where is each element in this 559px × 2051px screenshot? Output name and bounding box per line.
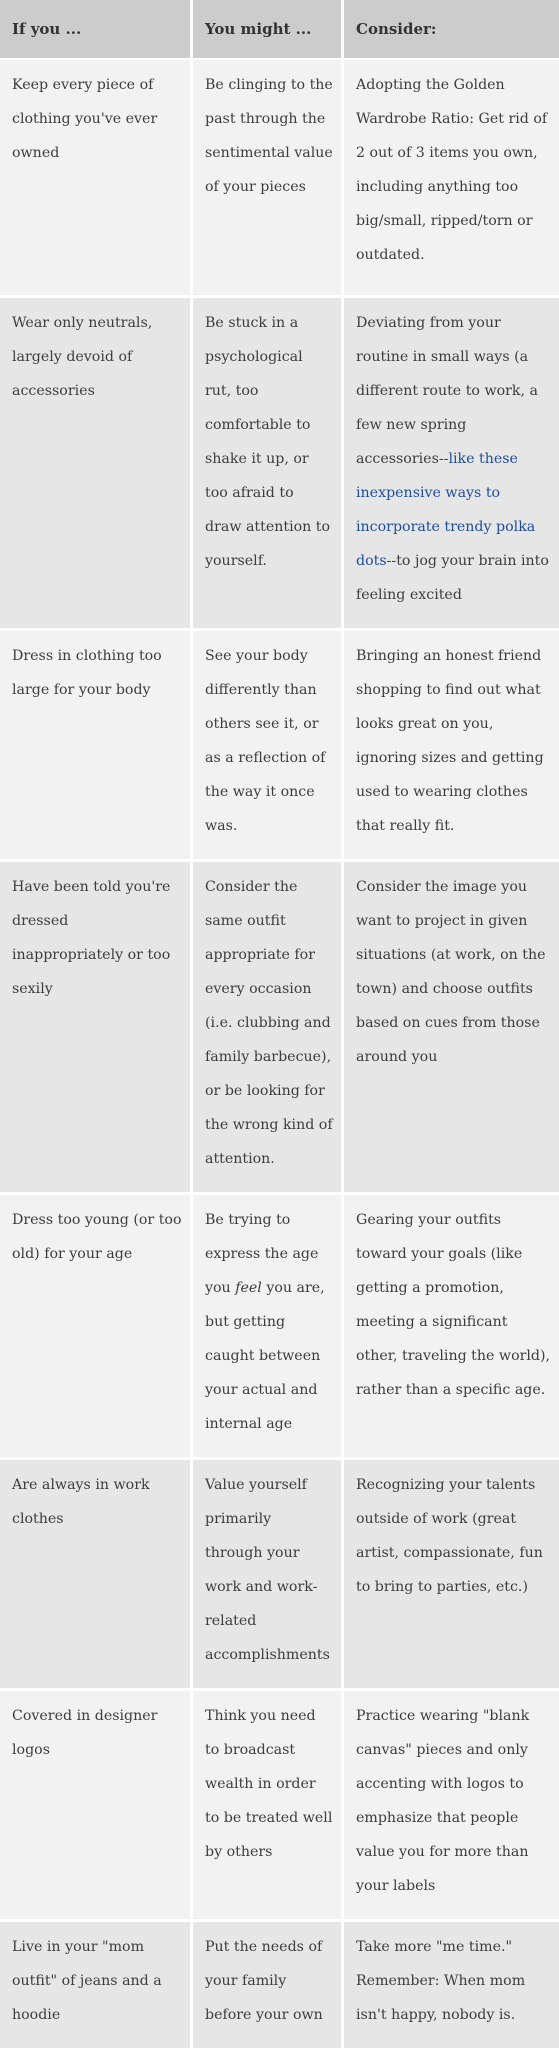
table-row [0, 298, 559, 631]
cell-if-you: Live in your "mom outfit" of jeans and a hoodie [0, 1922, 193, 2051]
polka-dots-link[interactable]: like these inexpensive ways to incorporate trendy polka dots [356, 451, 536, 569]
table-row [0, 1195, 559, 1460]
cell-consider: Practice wearing "blank canvas" pieces and only accenting with logos to emphasize that people value you for more than your labels [344, 1691, 559, 1922]
cell-you-might: Put the needs of your family before your own [193, 1922, 344, 2051]
table-row [0, 1691, 559, 1922]
header-row [0, 0, 559, 60]
table-row [0, 1460, 559, 1691]
cell-consider: Gearing your outfits toward your goals (like getting a promotion, meeting a significant other, traveling the world), rather than a specific age. [344, 1195, 559, 1460]
cell-if-you: Keep every piece of clothing you've ever owned [0, 60, 193, 298]
cell-consider: Recognizing your talents outside of work (great artist, compassionate, fun to bring to parties, etc.) [344, 1460, 559, 1691]
cell-you-might: Be stuck in a psychological rut, too comfortable to shake it up, or too afraid to draw attention to yourself. [193, 298, 344, 631]
cell-if-you: Are always in work clothes [0, 1460, 193, 1691]
cell-you-might: Think you need to broadcast wealth in order to be treated well by others [193, 1691, 344, 1922]
cell-consider: Adopting the Golden Wardrobe Ratio: Get rid of 2 out of 3 items you own, including anything too big/small, ripped/torn or outdated. [344, 60, 559, 298]
cell-you-might: Be clinging to the past through the sentimental value of your pieces [193, 60, 344, 298]
cell-if-you: Have been told you're dressed inappropriately or too sexily [0, 862, 193, 1195]
table-row [0, 631, 559, 862]
cell-you-might: Consider the same outfit appropriate for every occasion (i.e. clubbing and family barbecue), or be looking for the wrong kind of attention. [193, 862, 344, 1195]
table-header [0, 0, 559, 60]
cell-consider [344, 298, 559, 631]
table-row [0, 862, 559, 1195]
cell-you-might: See your body differently than others see it, or as a reflection of the way it once was. [193, 631, 344, 862]
consider-text-after: --to jog your brain into feeling excited [356, 553, 549, 603]
cell-consider: Consider the image you want to project in given situations (at work, on the town) and choose outfits based on cues from those around you [344, 862, 559, 1195]
might-text-before: Be trying to express the age you [205, 1212, 319, 1296]
header-consider: Consider: [344, 0, 559, 60]
table-row [0, 60, 559, 298]
consider-text-before: Deviating from your routine in small ways (a different route to work, a few new spring accessories-- [356, 315, 538, 467]
might-emphasis: feel [235, 1280, 262, 1296]
cell-you-might: Value yourself primarily through your work and work-related accomplishments [193, 1460, 344, 1691]
cell-consider: Bringing an honest friend shopping to find out what looks great on you, ignoring sizes and getting used to wearing clothes that really fit. [344, 631, 559, 862]
table-row [0, 1922, 559, 2051]
header-if-you: If you ... [0, 0, 193, 60]
cell-you-might [193, 1195, 344, 1460]
might-text-after: you are, but getting caught between your actual and internal age [205, 1280, 325, 1432]
cell-if-you: Wear only neutrals, largely devoid of accessories [0, 298, 193, 631]
cell-if-you: Covered in designer logos [0, 1691, 193, 1922]
cell-if-you: Dress too young (or too old) for your age [0, 1195, 193, 1460]
cell-if-you: Dress in clothing too large for your body [0, 631, 193, 862]
header-you-might: You might ... [193, 0, 344, 60]
table-body [0, 60, 559, 2051]
cell-consider: Take more "me time." Remember: When mom isn't happy, nobody is. [344, 1922, 559, 2051]
